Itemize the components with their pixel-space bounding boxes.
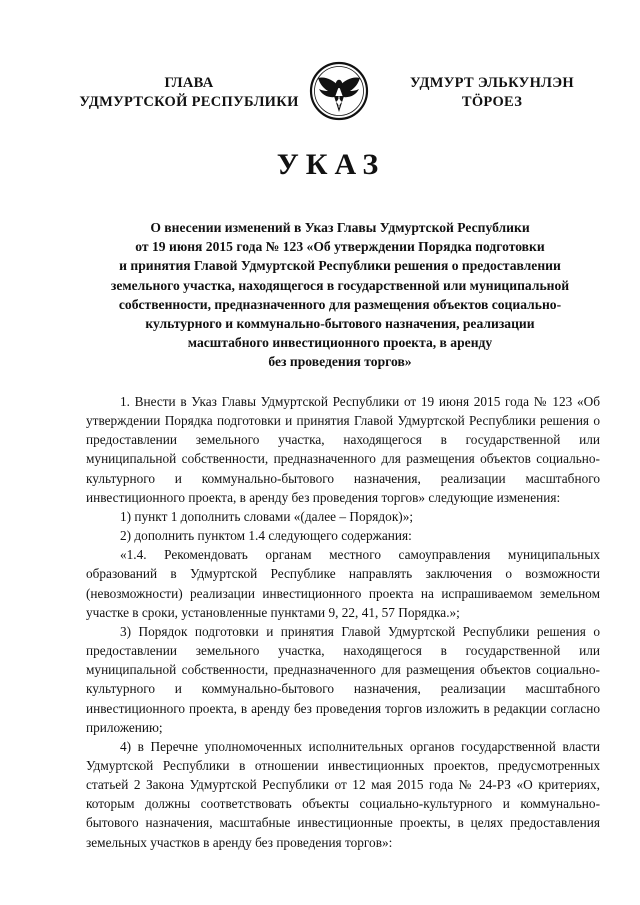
document-title: УКАЗ: [276, 148, 386, 181]
body-paragraph: 1. Внести в Указ Главы Удмуртской Республики от 19 июня 2015 года № 123 «Об утверждении Порядка подготовки и принятия Главой Удмуртской Республики решения о предоставлении земельного участка, находящегося в государственной или муниципальной собственности, предназначенного для размещения объектов социально-культурного и коммунально-бытового назначения, реализации масштабного инвестиционного проекта, в аренду без проведения торгов» следующие изменения:: [86, 394, 600, 505]
subject-line: и принятия Главой Удмуртской Республики решения о предоставлении: [119, 258, 561, 274]
header-left: [78, 74, 300, 112]
document-subject: [95, 218, 585, 372]
subject-line: без проведения торгов»: [268, 354, 412, 370]
body-paragraph: 4) в Перечне уполномоченных исполнительных органов государственной власти Удмуртской Республики в отношении инвестиционных проектов, предусмотренных статьей 2 Закона Удмуртской Республики от 12 мая 2015 года № 24-РЗ «О критериях, которым должны соответствовать объекты социально-культурного и коммунально-бытового назначения, масштабные инвестиционные проекты, в целях предоставления земельных участков в аренду без проведения торгов»:: [86, 738, 600, 850]
document-body: [86, 392, 600, 852]
header-left-line1: ГЛАВА: [164, 75, 214, 91]
body-paragraph: 3) Порядок подготовки и принятия Главой Удмуртской Республики решения о предоставлении земельного участка, находящегося в государственной или муниципальной собственности, предназначенного для размещения объектов социально-культурного и коммунально-бытового назначения, реализации масштабного инвестиционного проекта, в аренду без проведения торгов изложить в редакции согласно приложению;: [86, 623, 600, 735]
body-paragraph: «1.4. Рекомендовать органам местного самоуправления муниципальных образований в Удмуртской Республике направлять заключения о возможности (невозможности) реализации инвестиционного проекта на испрашиваемом земельном участке в сроки, установленные пунктами 9, 22, 41, 57 Порядка.»;: [86, 547, 600, 620]
subject-line: собственности, предназначенного для размещения объектов социально-: [118, 296, 562, 312]
subject-line: земельного участка, находящегося в государственной или муниципальной: [110, 277, 570, 293]
subject-line: О внесении изменений в Указ Главы Удмуртской Республики: [150, 220, 530, 235]
header-right-line1: УДМУРТ ЭЛЬКУНЛЭН: [410, 75, 574, 91]
header-left-line2: УДМУРТСКОЙ РЕСПУБЛИКИ: [79, 94, 299, 110]
subject-line: от 19 июня 2015 года № 123 «Об утверждении Порядка подготовки: [135, 239, 545, 255]
header-right: [392, 74, 592, 112]
subject-line: культурного и коммунально-бытового назначения, реализации: [145, 316, 535, 332]
header-right-line2: ТӦРОЕЗ: [461, 94, 523, 110]
body-paragraph: 1) пункт 1 дополнить словами «(далее – Порядок)»;: [120, 508, 414, 524]
body-paragraph: 2) дополнить пунктом 1.4 следующего содержания:: [120, 528, 412, 544]
udmurt-coat-of-arms-icon: [309, 60, 369, 122]
subject-line: масштабного инвестиционного проекта, в аренду: [187, 335, 493, 351]
